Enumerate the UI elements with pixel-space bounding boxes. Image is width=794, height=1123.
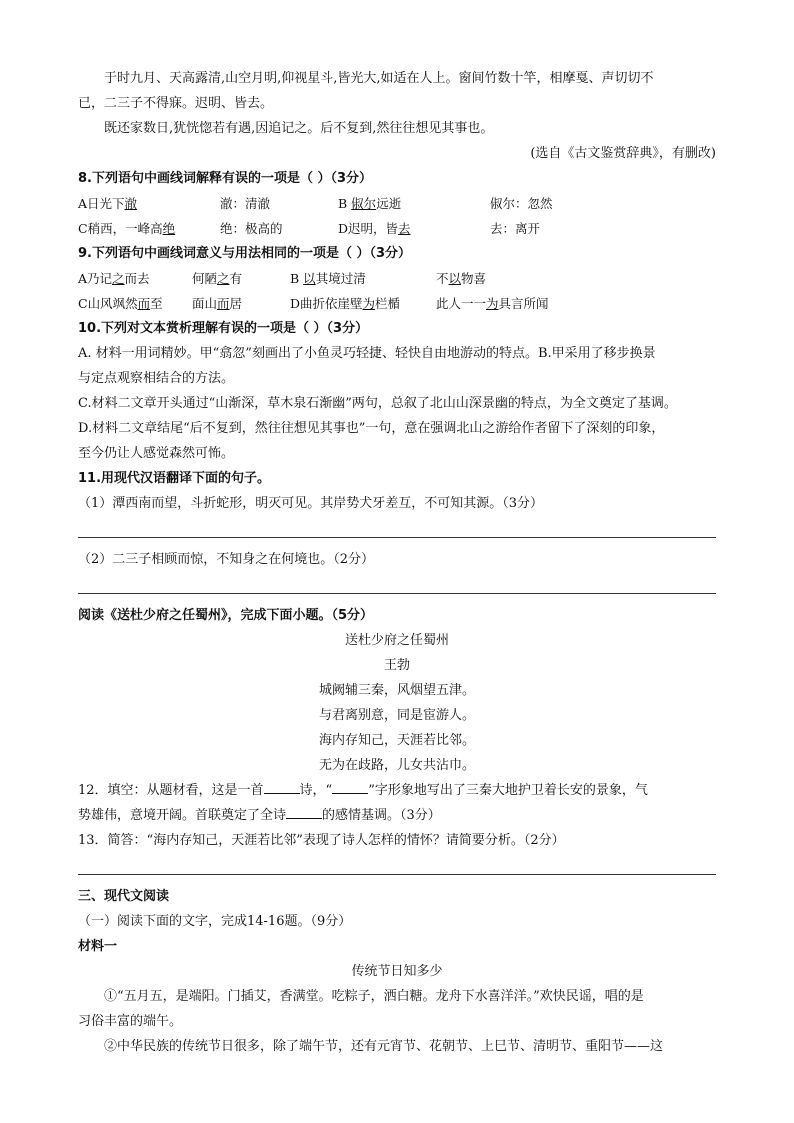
question-9-title: 9.下列语句中画线词意义与用法相同的一项是（ ）（3分） bbox=[78, 246, 412, 261]
q9-d2-text: 此人一一 bbox=[436, 296, 487, 311]
passage-paragraph-1: 于时九月、天高露清,山空月明,仰视星斗,皆光大,如适在人上。窗间竹数十竿，相摩戛、声切切不 bbox=[104, 71, 654, 86]
q9-d2-text-post: 具言所闻 bbox=[498, 296, 549, 311]
q8-a-text: A日光下 bbox=[78, 196, 125, 211]
q8-option-d[interactable] bbox=[338, 216, 490, 241]
q12-text-4: 势雄伟，意境开阔。首联奠定了全诗 bbox=[78, 808, 287, 823]
article-paragraph-2: ②中华民族的传统节日很多，除了端午节，还有元宵节、花朝节、上巳节、清明节、重阳节——这 bbox=[104, 1039, 664, 1054]
question-12 bbox=[78, 778, 716, 803]
poem-title: 送杜少府之任蜀州 bbox=[344, 633, 449, 648]
q9-d-text: D曲折依崖壁 bbox=[290, 296, 363, 311]
poem-line-3: 海内存知己，天涯若比邻。 bbox=[318, 733, 475, 748]
q9-c-text: C山风飒然 bbox=[78, 296, 138, 311]
q8-option-a[interactable] bbox=[78, 191, 220, 216]
q9-a2-text-post: 有 bbox=[229, 271, 243, 286]
q8-d-explain: 去：离开 bbox=[490, 221, 541, 236]
q8-b-underlined: 俶尔 bbox=[351, 196, 377, 211]
poem-line-2: 与君离别意，同是宦游人。 bbox=[318, 708, 475, 723]
q12-text-2: 诗，“ bbox=[299, 783, 333, 798]
q10-option-a-cont: 与定点观察相结合的方法。 bbox=[78, 371, 235, 386]
q9-c-underlined: 而 bbox=[137, 296, 151, 311]
material-label: 材料一 bbox=[78, 939, 118, 954]
q9-c2-text: 面山 bbox=[192, 296, 218, 311]
q8-b-text-post: 远逝 bbox=[376, 196, 402, 211]
section-3-subtitle: （一）阅读下面的文字，完成14-16题。（9分） bbox=[78, 914, 352, 929]
q12-text-5: 的感情基调。（3分） bbox=[322, 808, 441, 823]
question-8-title: 8.下列语句中画线词解释有误的一项是（ ）（3分） bbox=[78, 171, 373, 186]
q9-b-text: B bbox=[290, 271, 304, 286]
q8-d-text: D迟明，皆 bbox=[338, 221, 399, 236]
q8-c-underlined: 绝 bbox=[162, 221, 176, 236]
q12-text-1: 12．填空：从题材看，这是一首 bbox=[78, 783, 264, 798]
q12-blank-1[interactable] bbox=[264, 779, 300, 794]
article-title: 传统节日知多少 bbox=[351, 964, 443, 979]
exam-page bbox=[78, 66, 716, 1059]
q9-a2-underlined: 之 bbox=[217, 271, 230, 286]
q9-a-text: A乃记 bbox=[78, 271, 113, 286]
question-10-title: 10.下列对文本赏析理解有误的一项是（ ）（3分） bbox=[78, 321, 369, 336]
q8-d-underlined: 去 bbox=[398, 221, 411, 236]
q9-a-compare bbox=[192, 266, 290, 291]
q9-b-underlined: 以 bbox=[303, 271, 316, 286]
q9-d2-underlined: 为 bbox=[486, 296, 499, 311]
poem-line-4: 无为在歧路，儿女共沾巾。 bbox=[318, 758, 475, 773]
q8-a-underlined: 澈 bbox=[124, 196, 138, 211]
q9-option-b[interactable] bbox=[290, 266, 436, 291]
q12-blank-3[interactable] bbox=[286, 804, 322, 819]
poem-author: 王勃 bbox=[383, 658, 410, 673]
q10-option-c[interactable]: C.材料二文章开头通过“山渐深，草木泉石渐幽”两句，总叙了北山山深景幽的特点，为全文奠定了基调。 bbox=[78, 396, 677, 411]
question-11-title: 11.用现代汉语翻译下面的句子。 bbox=[78, 471, 271, 486]
q8-b-explain: 俶尔：忽然 bbox=[490, 196, 553, 211]
question-8-row-cd bbox=[78, 216, 716, 241]
question-8-row-ab bbox=[78, 191, 716, 216]
question-13: 13．简答：“海内存知己，天涯若比邻”表现了诗人怎样的情怀？请简要分析。（2分） bbox=[78, 833, 565, 848]
q8-option-c[interactable] bbox=[78, 216, 220, 241]
q8-b-text: B bbox=[338, 196, 352, 211]
q9-d-underlined: 为 bbox=[362, 296, 376, 311]
section-3-title: 三、现代文阅读 bbox=[78, 889, 170, 904]
passage-paragraph-2: 既还家数日,犹恍惚若有遇,因追记之。后不复到,然往往想见其事也。 bbox=[104, 121, 494, 136]
q9-b-text-post: 其境过清 bbox=[315, 271, 366, 286]
q11-sentence-1: （1）潭西南而望，斗折蛇形，明灭可见。其岸势犬牙差互，不可知其源。（3分） bbox=[78, 496, 544, 511]
q9-option-a[interactable] bbox=[78, 266, 192, 291]
q10-option-d[interactable]: D.材料二文章结尾“后不复到，然往往想见其事也”一句，意在强调北山之游给作者留下了深刻的印象， bbox=[78, 421, 665, 436]
q8-c-text: C稍西，一峰高 bbox=[78, 221, 163, 236]
q9-b2-text-post: 物喜 bbox=[461, 271, 487, 286]
poem-intro: 阅读《送杜少府之任蜀州》，完成下面小题。（5分） bbox=[78, 608, 374, 623]
question-9-row-ab bbox=[78, 266, 716, 291]
q9-a2-text: 何陋 bbox=[192, 271, 218, 286]
passage-paragraph-1-cont: 已，二三子不得寐。迟明、皆去。 bbox=[78, 96, 274, 111]
answer-line[interactable] bbox=[78, 874, 716, 875]
q9-b2-text: 不 bbox=[436, 271, 449, 286]
q12-text-3: ”字形象地写出了三秦大地护卫着长安的景象，气 bbox=[368, 783, 648, 798]
q9-c2-underlined: 而 bbox=[217, 296, 230, 311]
q11-sentence-2: （2）二三子相顾而惊，不知身之在何境也。（2分） bbox=[78, 552, 375, 567]
q9-b2-underlined: 以 bbox=[448, 271, 462, 286]
question-9-row-cd bbox=[78, 291, 716, 316]
answer-line[interactable] bbox=[78, 537, 716, 538]
q9-d-text-post: 栏楯 bbox=[375, 296, 401, 311]
answer-line[interactable] bbox=[78, 593, 716, 594]
q9-c-text-post: 至 bbox=[150, 296, 163, 311]
q12-blank-2[interactable] bbox=[332, 779, 368, 794]
q9-a-text-post: 而去 bbox=[124, 271, 150, 286]
article-paragraph-1-cont: 习俗丰富的端午。 bbox=[78, 1014, 183, 1029]
q9-a-underlined: 之 bbox=[112, 271, 125, 286]
q8-c-explain: 绝：极高的 bbox=[220, 221, 283, 236]
article-paragraph-1: ①“五月五，是端阳。门插艾，香满堂。吃粽子，洒白糖。龙舟下水喜洋洋。”欢快民谣，唱的是 bbox=[104, 989, 644, 1004]
q9-option-d[interactable] bbox=[290, 291, 436, 316]
q9-c2-text-post: 居 bbox=[229, 296, 243, 311]
passage-source: (选自《古文鉴赏辞典》，有删改) bbox=[530, 146, 716, 161]
question-12-cont bbox=[78, 803, 716, 828]
q9-c-compare bbox=[192, 291, 290, 316]
q8-a-explain: 澈：清澈 bbox=[220, 196, 271, 211]
q9-option-c[interactable] bbox=[78, 291, 192, 316]
q10-option-d-cont: 至今仍让人感觉森然可怖。 bbox=[78, 446, 235, 461]
q9-d-compare bbox=[436, 291, 549, 316]
q9-b-compare bbox=[436, 266, 486, 291]
poem-line-1: 城阙辅三秦，风烟望五津。 bbox=[318, 683, 475, 698]
q10-option-a[interactable]: A. 材料一用词精妙。甲“翕忽”刻画出了小鱼灵巧轻捷、轻快自由地游动的特点。B.甲采用了移步换景 bbox=[78, 346, 656, 361]
q8-option-b[interactable] bbox=[338, 191, 490, 216]
